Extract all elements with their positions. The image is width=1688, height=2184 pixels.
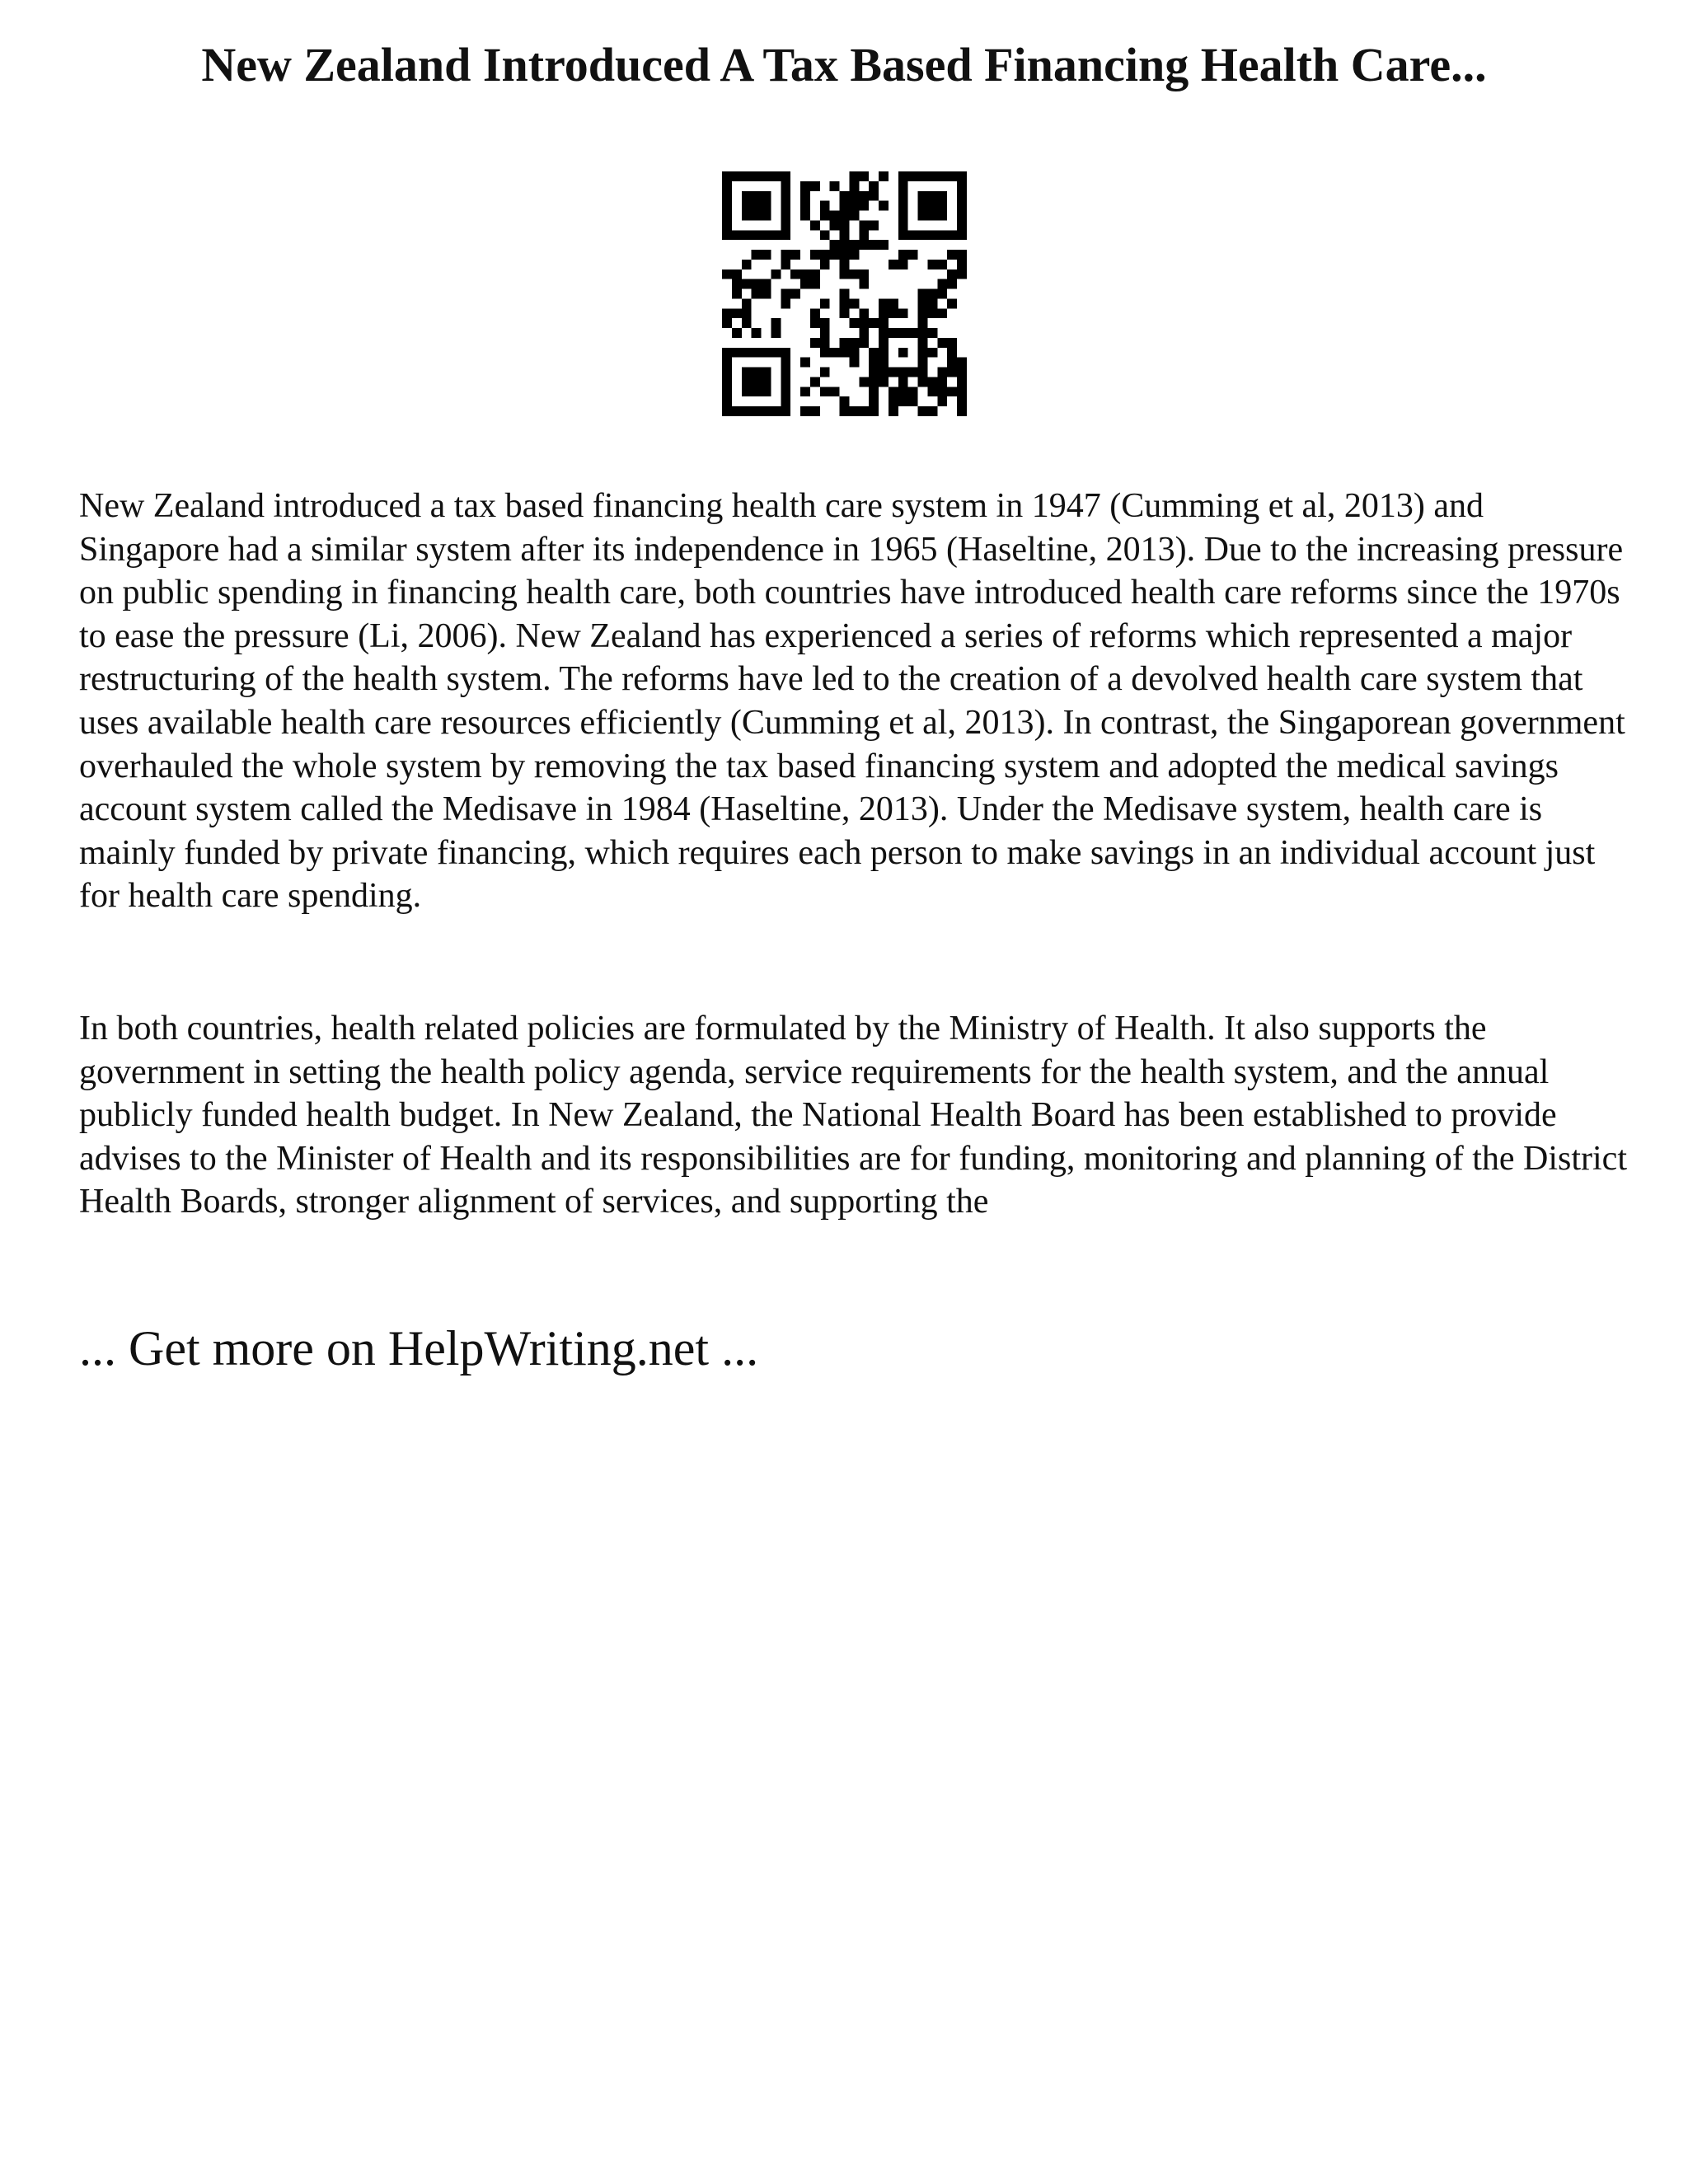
body-paragraph-2: In both countries, health related policies are formulated by the Ministry of Health. It also supports the government in setting the health policy agenda, service requirements for the health system, and the annual publicly funded health budget. In New Zealand, the National Health Board has been established to provide advises to the Minister of Health and its responsibilities are for funding, monitoring and planning of the District Health Boards, stronger alignment of services, and supporting the: [79, 1010, 1627, 1221]
get-more-link[interactable]: ... Get more on HelpWriting.net ...: [79, 1321, 759, 1376]
body-paragraph-1: New Zealand introduced a tax based financing health care system in 1947 (Cumming et al, 2013) and Singapore had a similar system after its independence in 1965 (Haseltine, 2013). Due to the increasing pressure on public spending in financing health care, both countries have introduced health care reforms since the 1970s to ease the pressure (Li, 2006). New Zealand has experienced a series of reforms which represented a major restructuring of the health system. The reforms have led to the creation of a devolved health care system that uses available health care resources efficiently (Cumming et al, 2013). In contrast, the Singaporean government overhauled the whole system by removing the tax based financing system and adopted the medical savings account system called the Medisave in 1984 (Haseltine, 2013). Under the Medisave system, health care is mainly funded by private financing, which requires each person to make savings in an individual account just for health care spending.: [79, 487, 1625, 916]
page-title: New Zealand Introduced A Tax Based Financing Health Care...: [201, 38, 1487, 91]
qr-code-icon: [722, 171, 967, 416]
qr-code: [722, 171, 967, 416]
